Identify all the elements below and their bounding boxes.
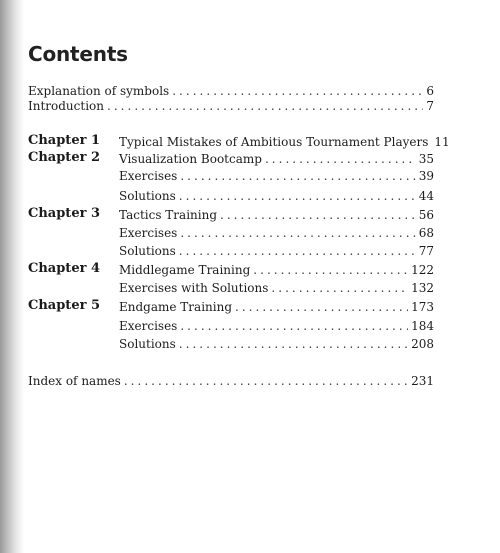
page-title: Contents (28, 42, 128, 66)
toc-entry-page: 11 (434, 135, 450, 149)
toc-entry[interactable] (119, 318, 434, 334)
dot-leader (220, 207, 416, 223)
dot-leader (180, 318, 408, 334)
toc-entry-page: 77 (418, 244, 434, 258)
toc-entry[interactable] (119, 225, 434, 241)
dot-leader (179, 336, 408, 352)
toc-entry-title: Index of names (28, 374, 121, 388)
toc-entry-title: Solutions (119, 337, 176, 351)
dot-leader (180, 225, 415, 241)
toc-entry-title: Visualization Bootcamp (119, 152, 262, 166)
toc-entry-title: Exercises with Solutions (119, 281, 269, 295)
toc-entry[interactable] (119, 207, 434, 223)
toc-entry[interactable] (119, 188, 434, 204)
toc-entry[interactable] (28, 98, 434, 114)
dot-leader (253, 262, 408, 278)
toc-entry-page: 231 (411, 374, 434, 388)
dot-leader (235, 299, 408, 315)
toc-entry-title: Introduction (28, 99, 104, 113)
toc-entry-page: 173 (411, 300, 434, 314)
dot-leader (271, 280, 408, 296)
toc-entry-title: Exercises (119, 226, 178, 240)
toc-entry-title: Exercises (119, 169, 178, 183)
toc-entry[interactable] (119, 336, 434, 352)
toc-entry-title: Exercises (119, 319, 178, 333)
toc-entry-page: 132 (411, 281, 434, 295)
dot-leader (124, 373, 408, 389)
dot-leader (179, 188, 416, 204)
dot-leader (172, 83, 423, 99)
dot-leader (180, 168, 415, 184)
toc-entry[interactable] (119, 299, 434, 315)
toc-entry[interactable] (119, 134, 450, 150)
toc-entry-page: 56 (418, 208, 434, 222)
toc-entry-page: 6 (426, 84, 434, 98)
toc-entry-title: Solutions (119, 189, 176, 203)
toc-entry-page: 7 (426, 99, 434, 113)
chapter-label: Chapter 4 (28, 261, 101, 276)
toc-entry-title: Endgame Training (119, 300, 233, 314)
toc-entry-title: Tactics Training (119, 208, 218, 222)
chapter-label: Chapter 3 (28, 206, 101, 221)
chapter-label: Chapter 2 (28, 150, 101, 165)
dot-leader (107, 98, 423, 114)
dot-leader (179, 243, 416, 259)
toc-entry-title: Explanation of symbols (28, 84, 170, 98)
toc-entry[interactable] (119, 151, 434, 167)
toc-entry[interactable] (119, 262, 434, 278)
toc-entry-page: 184 (411, 319, 434, 333)
toc-entry-page: 68 (418, 226, 434, 240)
toc-entry-page: 208 (411, 337, 434, 351)
toc-entry[interactable] (28, 373, 434, 389)
toc-entry-title: Middlegame Training (119, 263, 251, 277)
toc-entry[interactable] (119, 168, 434, 184)
chapter-label: Chapter 1 (28, 133, 101, 148)
toc-entry-title: Solutions (119, 244, 176, 258)
toc-entry-page: 122 (411, 263, 434, 277)
toc-entry[interactable] (119, 280, 434, 296)
toc-entry-page: 35 (418, 152, 434, 166)
chapter-label: Chapter 5 (28, 298, 101, 313)
toc-entry[interactable] (119, 243, 434, 259)
dot-leader (265, 151, 416, 167)
toc-entry-page: 39 (418, 169, 434, 183)
toc-entry[interactable] (28, 83, 434, 99)
toc-entry-title: Typical Mistakes of Ambitious Tournament Players (119, 135, 429, 149)
toc-entry-page: 44 (418, 189, 434, 203)
